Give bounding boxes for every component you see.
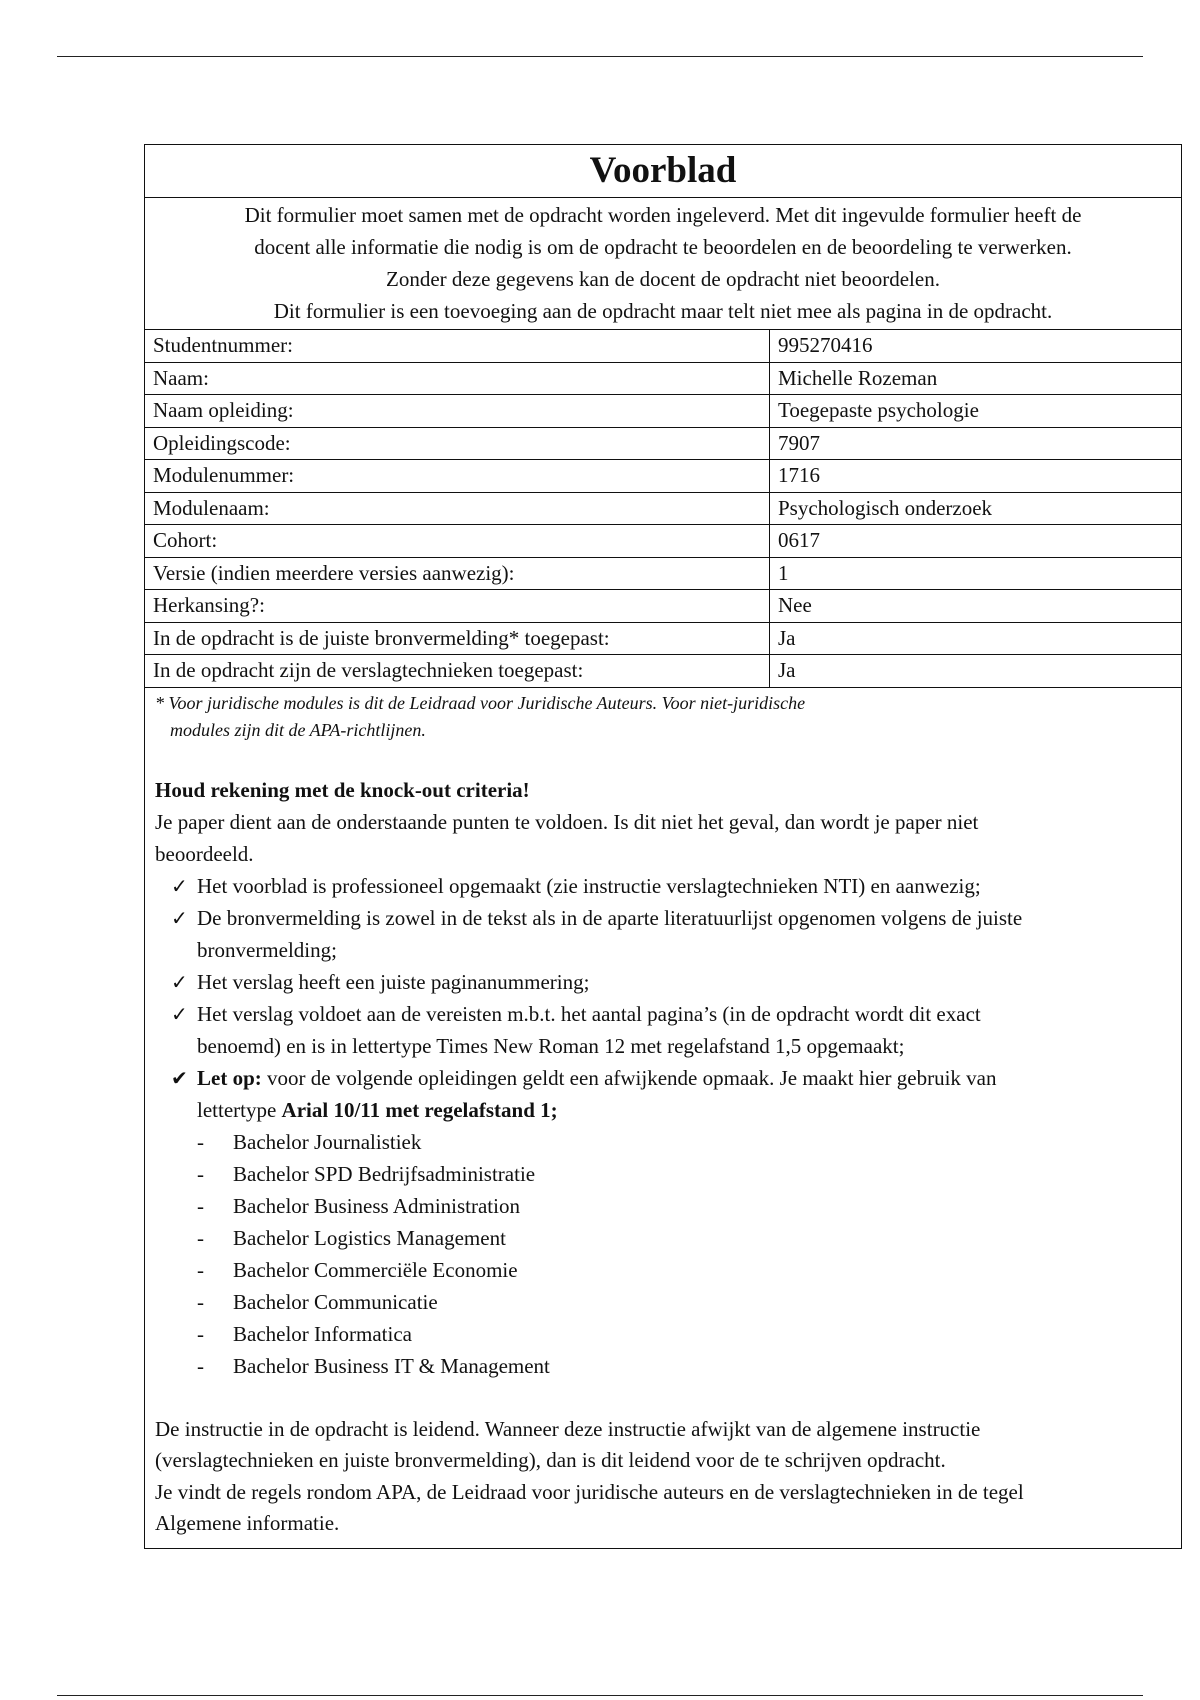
cover-sheet-form [144, 144, 1182, 1549]
table-row [145, 655, 1181, 688]
bachelor-name: Bachelor Communicatie [233, 1289, 438, 1314]
field-value: 0617 [770, 525, 1182, 558]
letop-font-spec: Arial 10/11 met regelafstand 1; [281, 1097, 558, 1122]
field-label: Naam: [145, 362, 770, 395]
checklist-item-text: Het voorblad is professioneel opgemaakt (zie instructie verslagtechnieken NTI) en aanwezig; [197, 873, 981, 898]
letop-text: lettertype [197, 1097, 282, 1122]
table-row [145, 427, 1181, 460]
bachelor-name: Bachelor Informatica [233, 1321, 412, 1346]
bachelor-name: Bachelor SPD Bedrijfsadministratie [233, 1161, 536, 1186]
intro-line: Zonder deze gegevens kan de docent de opdracht niet beoordelen. [386, 267, 940, 291]
intro-line: docent alle informatie die nodig is om de opdracht te beoordelen en de beoordeling te verwerken. [254, 235, 1072, 259]
field-value: Nee [770, 590, 1182, 623]
closing-line: Je vindt de regels rondom APA, de Leidraad voor juridische auteurs en de verslagtechnieken in de tegel [155, 1479, 1024, 1504]
dash-bullet-icon: - [197, 1321, 204, 1346]
list-item [155, 1158, 1171, 1190]
table-row [145, 622, 1181, 655]
checklist-item-text: De bronvermelding is zowel in de tekst als in de aparte literatuurlijst opgenomen volgens de juiste [197, 905, 1023, 930]
checkmark-icon: ✓ [171, 969, 188, 994]
field-label: In de opdracht zijn de verslagtechnieken toegepast: [145, 655, 770, 688]
letop-line-2 [197, 1094, 1171, 1126]
intro-line: Dit formulier moet samen met de opdracht worden ingeleverd. Met dit ingevulde formulier heeft de [244, 203, 1082, 227]
field-label: Modulenaam: [145, 492, 770, 525]
table-row [145, 460, 1181, 493]
table-row [145, 492, 1181, 525]
list-item [155, 1222, 1171, 1254]
dash-bullet-icon: - [197, 1353, 204, 1378]
dash-bullet-icon: - [197, 1161, 204, 1186]
footnote [155, 690, 1171, 744]
checklist-item-text: benoemd) en is in lettertype Times New Roman 12 met regelafstand 1,5 opgemaakt; [197, 1033, 905, 1058]
table-row [145, 330, 1181, 362]
student-info-table [145, 330, 1181, 688]
field-label: Opleidingscode: [145, 427, 770, 460]
dash-bullet-icon: - [197, 1257, 204, 1282]
checkmark-icon: ✓ [171, 873, 188, 898]
bachelor-name: Bachelor Journalistiek [233, 1129, 422, 1154]
field-value: Ja [770, 622, 1182, 655]
field-value: 7907 [770, 427, 1182, 460]
bachelor-name: Bachelor Commerciële Economie [233, 1257, 518, 1282]
field-label: Naam opleiding: [145, 395, 770, 428]
field-label: Studentnummer: [145, 330, 770, 362]
dash-bullet-icon: - [197, 1129, 204, 1154]
field-value: Psychologisch onderzoek [770, 492, 1182, 525]
criteria-checklist [155, 870, 1171, 1126]
table-row [145, 395, 1181, 428]
letop-label: Let op: [197, 1065, 262, 1090]
dash-bullet-icon: - [197, 1225, 204, 1250]
field-value: Ja [770, 655, 1182, 688]
list-item [155, 1350, 1171, 1382]
field-label: In de opdracht is de juiste bronvermelding* toegepast: [145, 622, 770, 655]
checklist-item-text: bronvermelding; [197, 937, 337, 962]
field-label: Modulenummer: [145, 460, 770, 493]
knockout-intro-line: beoordeeld. [155, 841, 254, 866]
footnote-line: * Voor juridische modules is dit de Leidraad voor Juridische Auteurs. Voor niet-juridische [155, 692, 806, 713]
header-rule [57, 56, 1143, 57]
closing-paragraph [155, 1414, 1171, 1540]
field-label: Versie (indien meerdere versies aanwezig): [145, 557, 770, 590]
intro-line: Dit formulier is een toevoeging aan de opdracht maar telt niet mee als pagina in de opdracht. [273, 299, 1053, 323]
knockout-heading: Houd rekening met de knock-out criteria! [155, 777, 530, 802]
closing-line: Algemene informatie. [155, 1511, 340, 1535]
field-value: Toegepaste psychologie [770, 395, 1182, 428]
field-label: Cohort: [145, 525, 770, 558]
field-value: 1 [770, 557, 1182, 590]
bachelor-list [155, 1126, 1171, 1382]
table-row [145, 590, 1181, 623]
field-label: Herkansing?: [145, 590, 770, 623]
checklist-item [155, 870, 1171, 902]
checklist-item-text: Het verslag voldoet aan de vereisten m.b.t. het aantal pagina’s (in de opdracht wordt dit exact [197, 1001, 981, 1026]
list-item [155, 1126, 1171, 1158]
footnote-line: modules zijn dit de APA-richtlijnen. [170, 719, 426, 740]
field-value: 995270416 [770, 330, 1182, 362]
letop-line-1 [197, 1062, 1171, 1094]
table-row [145, 525, 1181, 558]
dash-bullet-icon: - [197, 1193, 204, 1218]
table-row [145, 557, 1181, 590]
intro-text [145, 198, 1181, 330]
bachelor-name: Bachelor Business Administration [233, 1193, 520, 1218]
checklist-item [155, 966, 1171, 998]
checkmark-icon: ✓ [171, 905, 188, 930]
checkmark-icon: ✓ [171, 1001, 188, 1026]
notes-section [145, 688, 1181, 1548]
list-item [155, 1190, 1171, 1222]
bachelor-name: Bachelor Business IT & Management [233, 1353, 550, 1378]
list-item [155, 1286, 1171, 1318]
checklist-item [155, 902, 1171, 966]
list-item [155, 1254, 1171, 1286]
page-title: Voorblad [145, 145, 1181, 198]
list-item [155, 1318, 1171, 1350]
checklist-item-letop [155, 1062, 1171, 1126]
dash-bullet-icon: - [197, 1289, 204, 1314]
table-row [145, 362, 1181, 395]
field-value: 1716 [770, 460, 1182, 493]
closing-line: (verslagtechnieken en juiste bronvermelding), dan is dit leidend voor de te schrijven opdracht. [155, 1448, 946, 1472]
footer-rule [57, 1695, 1143, 1696]
knockout-intro-line: Je paper dient aan de onderstaande punten te voldoen. Is dit niet het geval, dan wordt je paper niet [155, 809, 979, 834]
closing-line: De instructie in de opdracht is leidend. Wanneer deze instructie afwijkt van de algemene instructie [155, 1416, 981, 1441]
checklist-item-text: Het verslag heeft een juiste paginanummering; [197, 969, 590, 994]
knockout-intro [155, 806, 1171, 870]
checkmark-bold-icon: ✔ [171, 1065, 188, 1090]
checklist-item [155, 998, 1171, 1062]
letop-text: voor de volgende opleidingen geldt een afwijkende opmaak. Je maakt hier gebruik van [261, 1065, 997, 1090]
bachelor-name: Bachelor Logistics Management [233, 1225, 506, 1250]
field-value: Michelle Rozeman [770, 362, 1182, 395]
